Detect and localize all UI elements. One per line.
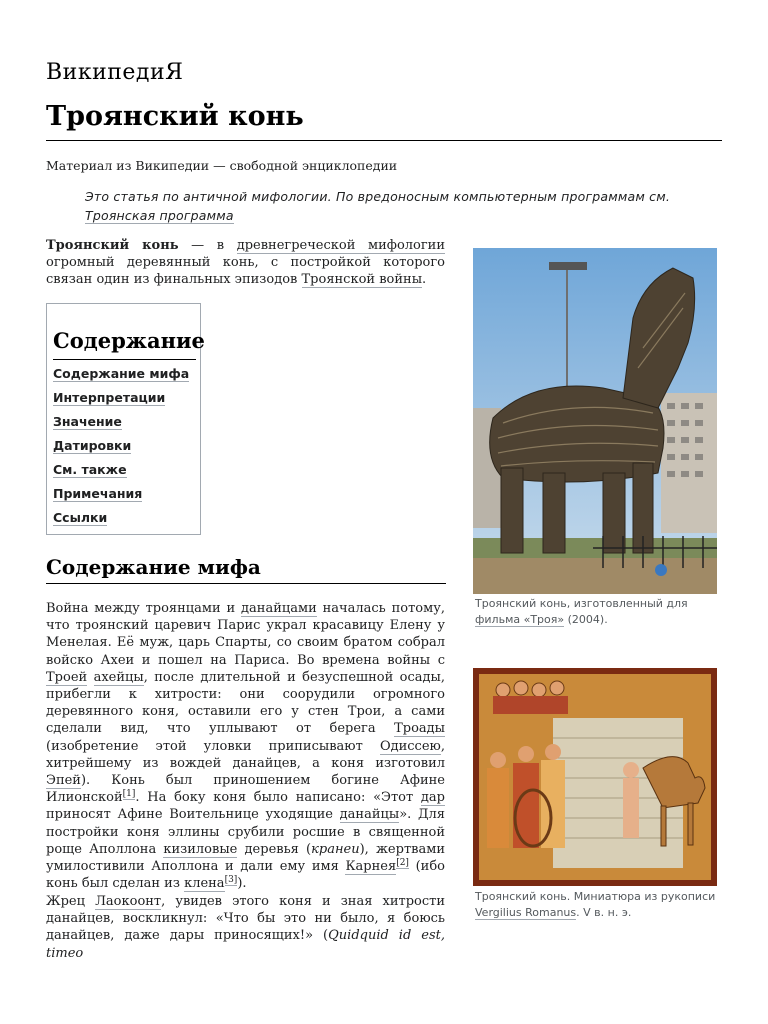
link-vergilius-romanus[interactable]: Vergilius Romanus — [475, 905, 577, 919]
myth-paragraph-2 — [46, 893, 445, 962]
myth-paragraph-1 — [46, 600, 445, 892]
title-divider — [46, 140, 722, 141]
toc-link-see-also[interactable]: См. также — [53, 462, 127, 477]
body-text: приносят Афине Воительнице уходящие — [46, 807, 340, 823]
miniature-illustration — [473, 668, 717, 886]
link-cornel[interactable]: кизиловые — [163, 841, 238, 857]
table-of-contents — [46, 303, 205, 535]
caption-text: Троянский конь, изготовленный для — [475, 597, 688, 610]
body-text — [87, 670, 93, 685]
toc-link-dating[interactable]: Датировки — [53, 438, 132, 453]
body-text: ), жертвами умилостивили Аполлона и дали ему имя — [46, 841, 445, 875]
toc-title: Содержание — [53, 328, 205, 353]
photo-illustration — [473, 248, 717, 594]
body-text: (изобретение этой уловки приписывают — [46, 738, 380, 754]
body-text: , хитрейшему из вождей данайцев, а коня изготовил — [46, 738, 445, 771]
latin-quote: Quidquid id est, timeo — [46, 928, 446, 961]
intro-text: . — [422, 272, 427, 288]
toc-item[interactable] — [53, 389, 189, 413]
reference-3[interactable]: [3] — [224, 874, 238, 885]
toc-item[interactable] — [53, 509, 189, 533]
toc-item[interactable] — [53, 461, 189, 485]
body-text: Жрец — [46, 894, 96, 909]
intro-paragraph — [46, 237, 445, 289]
body-text: деревья ( — [237, 841, 312, 857]
body-text: , увидев этого коня и зная хитрости данайцев, воскликнул: «Что бы это ни было, я боюсь данайцев, даже дары приносящих!» ( — [46, 894, 445, 944]
link-odysseus[interactable]: Одиссею — [379, 738, 441, 754]
trojan-horse-photo[interactable] — [473, 248, 717, 594]
body-text: ». Для постройки коня эллины срубили росшие в священной роще Аполлона — [46, 807, 445, 857]
link-achaeans[interactable]: ахейцы — [93, 669, 144, 685]
link-troy[interactable]: Троей — [46, 669, 88, 685]
toc-item[interactable] — [53, 437, 189, 461]
wikipedia-logo[interactable]: ВикипедиЯ — [46, 60, 184, 85]
body-text: началась потому, что троянский царевич Парис украл красавицу Елену у Менелая. Её муж, царь Спарты, со своим братом собрал войско Ахеи и пошел на Париса. Во времена войны с — [46, 601, 445, 668]
figure-caption-1 — [475, 596, 725, 627]
toc-divider — [53, 359, 196, 360]
reference-1[interactable]: [1] — [122, 788, 136, 799]
body-text: ). Конь был приношением богине Афине Илионской — [46, 773, 445, 806]
hatnote — [85, 187, 725, 225]
link-laocoon[interactable]: Лаокоонт — [95, 894, 162, 909]
toc-list — [53, 365, 189, 533]
intro-bold-term: Троянский конь — [46, 238, 179, 253]
intro-text: — в — [178, 238, 237, 253]
toc-link-myth[interactable]: Содержание мифа — [53, 366, 190, 381]
toc-link-interpretations[interactable]: Интерпретации — [53, 390, 166, 405]
body-text: (ибо конь был сделан из — [46, 859, 446, 892]
link-troad[interactable]: Троады — [394, 721, 445, 737]
figure-caption-2 — [475, 889, 725, 920]
body-text: . На боку коня было написано: «Этот — [135, 790, 421, 806]
toc-link-meaning[interactable]: Значение — [53, 414, 122, 429]
italic-term: кранеи — [311, 841, 360, 857]
link-trojan-war[interactable]: Троянской войны — [301, 272, 423, 288]
link-greek-mythology[interactable]: древнегреческой мифологии — [236, 238, 446, 253]
hatnote-link[interactable]: Троянская программа — [85, 208, 234, 223]
toc-item[interactable] — [53, 485, 189, 509]
link-carneus[interactable]: Карнея — [345, 859, 397, 875]
link-epeius[interactable]: Эпей — [46, 773, 81, 789]
body-text: ). — [237, 876, 247, 892]
link-gift[interactable]: дар — [420, 790, 445, 806]
page-title: Троянский конь — [46, 101, 304, 132]
toc-link-notes[interactable]: Примечания — [53, 486, 143, 501]
body-text: , после длительной и безуспешной осады, прибегли к хитрости: они соорудили огромного деревянного коня, оставили его у стен Трои, а сами сделали вид, что уплывают от берега — [46, 669, 445, 737]
toc-item[interactable] — [53, 413, 189, 437]
intro-text: огромный деревянный конь, с постройкой которого связан один из финальных эпизодов — [46, 255, 445, 288]
caption-text: Троянский конь. Миниатюра из рукописи — [475, 890, 716, 903]
toc-item[interactable] — [53, 365, 189, 389]
link-troy-film[interactable]: фильма «Троя» — [475, 612, 565, 626]
caption-text: (2004). — [564, 612, 608, 626]
caption-text: . V в. н. э. — [576, 905, 632, 919]
reference-2[interactable]: [2] — [396, 857, 409, 868]
vergilius-romanus-miniature[interactable] — [473, 668, 717, 886]
site-subtitle: Материал из Википедии — свободной энциклопедии — [46, 158, 398, 173]
body-text: Война между троянцами и — [46, 601, 242, 616]
link-danaans-2[interactable]: данайцы — [339, 807, 400, 823]
toc-link-links[interactable]: Ссылки — [53, 510, 108, 525]
section-divider — [46, 583, 446, 584]
section-heading-myth: Содержание мифа — [46, 555, 261, 579]
link-maple[interactable]: клена — [184, 876, 225, 892]
link-danaans[interactable]: данайцами — [241, 601, 317, 616]
hatnote-text: Это статья по античной мифологии. По вредоносным компьютерным программам см. — [85, 189, 671, 204]
